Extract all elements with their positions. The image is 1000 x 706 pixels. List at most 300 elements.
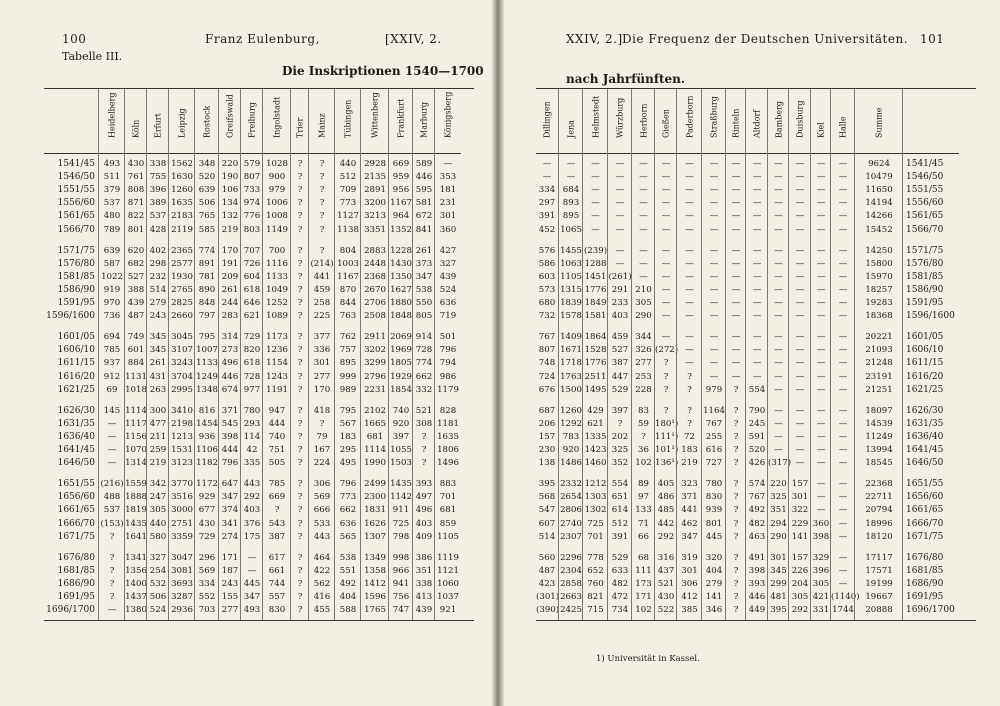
table-cell: 219 [149,458,167,469]
table-cell: 1018 [125,384,147,395]
table-cell: 300 [149,405,167,416]
table-cell: 3081 [171,565,193,576]
table-cell: — [816,298,826,308]
table-cell: 568 [538,492,556,503]
column-rostock [194,89,219,620]
table-cell: 529 [611,384,629,395]
table-cell: 652 [587,565,604,576]
table-cell: 859 [439,518,457,529]
table-cell: 1116 [266,258,288,269]
table-cell: 748 [538,358,556,369]
table-cell: 790 [748,405,766,416]
table-cell: 921 [439,605,457,616]
table-cell: — [639,198,648,209]
table-cell: 639 [198,185,216,196]
table-cell: ? [297,552,303,563]
table-cell: — [709,185,719,196]
table-cell: — [816,345,826,356]
table-cell: 3704 [171,371,193,382]
table-cell: 1356 [125,565,147,576]
column-header-label: Dillingen [542,101,552,138]
table-cell: 674 [221,384,239,395]
table-cell: 547 [538,505,556,516]
table-cell: 2670 [364,284,386,295]
year-label: 1646/50 [57,458,95,469]
table-cell: 617 [268,552,286,563]
column-header [726,89,746,154]
table-cell: 756 [392,592,410,602]
table-cell: 413 [415,592,433,602]
table-cell: 700 [268,245,286,256]
table-cell: 725 [392,518,410,529]
table-cell: 2231 [364,384,386,395]
table-cell: — [816,358,826,369]
table-cell: 554 [748,384,766,395]
table-cell: 672 [415,211,433,222]
table-cell: 431 [149,371,167,382]
table-cell: 308 [415,418,433,429]
table-cell: 2883 [364,245,386,256]
table-cell: 543 [268,518,286,529]
table-cell: — [615,245,625,256]
table-cell: — [816,211,826,222]
footnote: 1) Universität in Kassel. [596,654,700,664]
table-cell: 299 [770,578,787,589]
table-cell: — [795,211,805,222]
table-cell: 386 [415,552,433,563]
table-cell: — [795,284,805,295]
table-cell: ? [733,565,739,576]
column-header [291,89,309,154]
table-cell: 440 [149,518,167,529]
table-cell: 521 [657,578,675,589]
table-cell: ? [297,505,303,516]
table-cell: ? [297,518,303,529]
table-cell: 703 [198,605,216,616]
table-cell: 347 [243,592,261,602]
table-cell: 446 [221,371,239,382]
table-cell: 557 [268,592,286,602]
year-label: 1576/80 [906,258,944,269]
table-cell: 1641 [125,531,147,542]
running-head-left: Franz Eulenburg, [205,32,320,46]
table-cell: 1849 [584,298,607,308]
table-cell: 2706 [364,298,386,308]
table-cell: 1022 [101,271,123,282]
table-cell: 728 [243,371,261,382]
table-cell: — [685,345,694,356]
column-header [99,89,125,154]
table-cell: — [542,159,552,169]
table-cell: — [752,345,762,356]
table-cell: 939 [705,505,723,516]
table-cell: 191 [221,258,239,269]
table-cell: 532 [149,578,167,589]
column-header-label: Helmstedt [591,95,600,138]
table-cell: 725 [587,518,604,529]
table-cell: 3351 [364,224,386,235]
table-cell: 388 [127,284,145,295]
table-cell: 729 [243,332,261,343]
year-label: 1576/80 [57,258,95,269]
year-label: 1626/30 [906,405,944,416]
table-cell: ? [297,492,303,503]
table-cell: 1630 [171,172,193,183]
table-cell: 891 [198,258,216,269]
table-cell: ? [297,445,303,455]
table-cell: (214) [310,258,334,269]
table-cell: 618 [243,284,261,295]
table-cell: 173 [635,578,652,589]
year-label: 1566/70 [57,224,95,235]
year-label: 1626/30 [57,405,95,416]
table-cell: 305 [791,592,809,602]
table-cell: — [795,358,805,369]
table-cell: 59 [638,418,649,429]
column-frankfurt [388,89,413,620]
table-cell: — [752,198,762,209]
column-header [608,89,632,154]
table-cell: — [591,159,600,169]
column-header [632,89,655,154]
table-cell: ? [297,185,303,196]
table-cell: 111¹) [655,431,679,442]
table-cell: 233 [611,298,629,308]
column-königsberg [434,89,461,620]
column-header-label: Marburg [419,101,429,138]
table-cell: — [795,458,805,469]
column-header-label: Wittenberg [370,92,380,138]
table-cell: 243 [149,311,167,322]
table-cell: — [731,311,741,322]
table-cell: — [639,271,648,282]
table-cell: — [639,245,648,256]
table-cell: 580 [149,531,167,542]
table-cell: 701 [439,492,457,503]
table-cell: — [709,198,719,209]
year-label: 1591/95 [57,298,95,308]
table-cell: 1969 [390,345,412,356]
table-cell: 911 [392,505,410,516]
table-cell: 789 [103,224,121,235]
table-cell: — [709,159,719,169]
table-cell: 682 [127,258,145,269]
table-cell: — [685,284,694,295]
table-cell: 430 [127,159,145,169]
table-cell: 804 [339,245,357,256]
table-cell: 1562 [171,159,193,169]
table-cell: — [816,284,826,295]
table-cell: 999 [339,371,357,382]
table-cell: 72 [684,431,695,442]
table-cell: 871 [127,198,145,209]
table-cell: — [731,172,741,183]
table-cell: 167 [313,445,331,455]
table-cell: 1212 [584,479,607,490]
table-cell: 14250 [865,245,893,256]
table-cell: 444 [268,418,286,429]
table-cell: 305 [635,298,652,308]
table-cell: 325 [611,445,629,455]
table-cell: 1055 [390,445,412,455]
column-header [536,89,558,154]
table-cell: 569 [313,492,331,503]
table-cell: 404 [339,592,357,602]
column-header-label: Altdorf [752,109,762,138]
table-cell: ? [663,371,669,382]
table-cell: 1149 [266,224,288,235]
table-cell: 662 [415,371,433,382]
table-cell: 1142 [390,492,412,503]
table-cell: 2425 [560,605,582,616]
table-cell: 134 [221,198,239,209]
table-cell: 296 [198,552,216,563]
table-cell: ? [663,384,669,395]
year-label: 1656/60 [906,492,944,503]
table-cell: 22368 [865,479,893,490]
table-cell: 209 [221,271,239,282]
book-gutter [492,0,504,706]
table-cell: 785 [268,479,286,490]
column-header [147,89,169,154]
table-cell: 42 [246,445,258,455]
table-cell: 616 [705,445,723,455]
year-label: 1621/25 [906,384,944,395]
table-cell: 701 [587,531,604,542]
table-cell: — [709,245,719,256]
table-cell: 998 [392,552,410,563]
table-cell: 1105 [437,531,459,542]
table-cell: 890 [198,284,216,295]
left-page [0,0,492,706]
table-cell: 274 [221,531,239,542]
table-cell: 569 [198,565,216,576]
table-cell: 522 [657,605,675,616]
table-cell: — [816,505,826,516]
table-cell: 1303 [584,492,607,503]
table-cell: 351 [770,505,787,516]
table-cell: 2577 [171,258,193,269]
table-cell: 17571 [865,565,893,576]
table-cell: — [816,185,826,196]
year-label: 1581/85 [57,271,95,282]
table-cell: 495 [339,458,357,469]
column-paderborn [676,89,702,620]
table-cell: 2765 [171,284,193,295]
table-cell: — [731,258,741,269]
table-cell: 747 [392,605,410,616]
table-cell: 396 [149,185,167,196]
column-header-label: Rinteln [731,108,741,138]
table-cell: ? [733,405,739,416]
table-cell: 1060 [437,578,459,589]
table-cell: — [639,258,648,269]
table-cell: 398 [221,431,239,442]
column-header-label: Tübingen [343,99,353,138]
table-cell: 588 [339,605,357,616]
column-header [219,89,241,154]
table-cell: — [566,172,576,183]
table-cell: 576 [538,245,556,256]
column-straßburg [701,89,726,620]
table-cell: — [685,224,694,235]
table-cell: 1864 [584,332,607,343]
table-cell: 232 [149,271,167,282]
table-cell: — [816,159,826,169]
table-cell: ? [297,224,303,235]
table-cell: — [774,405,783,416]
year-label: 1661/65 [57,505,95,516]
table-cell: — [795,405,805,416]
table-cell: 1154 [266,358,288,369]
table-cell: 676 [538,384,556,395]
table-cell: — [795,224,805,235]
table-cell: 551 [339,565,357,576]
table-cell: 822 [127,211,145,222]
table-cell: 327 [439,258,457,269]
table-cell: — [752,185,762,196]
table-cell: 387 [611,358,629,369]
table-cell: 485 [657,505,675,516]
table-cell: 444 [221,445,239,455]
year-label: 1691/95 [57,592,95,602]
table-cell: 66 [638,531,649,542]
table-cell: 1179 [437,384,459,395]
column-header-label: Bamberg [774,100,783,138]
table-cell: 20888 [865,605,893,616]
table-cell: 482 [611,578,629,589]
table-cell: — [752,298,762,308]
table-cell: 145 [103,405,121,416]
table-cell: 345 [149,332,167,343]
table-cell: 301 [791,492,809,503]
table-cell: 18996 [865,518,893,529]
table-cell: 1412 [364,578,386,589]
table-cell: 206 [538,418,556,429]
table-cell: — [795,198,805,209]
table-cell: — [838,258,848,269]
table-cell: — [838,345,848,356]
table-cell: 2499 [364,479,386,490]
column-header-label: Ingolstadt [272,96,282,138]
table-cell: 243 [221,578,239,589]
table-cell: 621 [587,418,604,429]
table-cell: — [615,224,625,235]
table-cell: — [752,371,762,382]
table-cell: 830 [268,605,286,616]
table-cell: ? [687,418,692,429]
table-cell: ? [109,592,115,602]
table-cell: 1819 [125,505,147,516]
table-cell: 183 [681,445,698,455]
table-cell: — [774,284,783,295]
table-cell: 1888 [125,492,147,503]
year-label: 1541/45 [57,159,95,169]
year-label: 1546/50 [57,172,95,183]
table-cell: — [838,224,848,235]
table-cell: 9624 [868,159,890,169]
table-cell: ? [319,185,325,196]
table-cell: 397 [611,405,629,416]
page-number-left: 100 [62,32,87,46]
year-label: 1616/20 [906,371,944,382]
table-cell: ? [319,211,325,222]
table-cell: — [838,371,848,382]
table-cell: 545 [221,418,239,429]
table-cell: 446 [415,172,433,183]
year-label: 1541/45 [906,159,944,169]
table-cell: 171 [221,552,239,563]
table-cell: 21251 [865,384,893,395]
table-cell: 1114 [364,445,386,455]
table-cell: 1315 [560,284,582,295]
table-cell: 986 [439,371,457,382]
year-label: 1636/40 [906,431,944,442]
table-cell: 1765 [364,605,386,616]
table-cell: — [685,245,694,256]
table-cell: ? [297,311,303,322]
table-cell: 155 [221,592,239,602]
table-cell: 277 [313,371,331,382]
table-cell: 263 [149,384,167,395]
table-cell: 524 [149,605,167,616]
table-cell: 618 [243,358,261,369]
table-cell: — [661,258,671,269]
table-cell: 352 [611,458,629,469]
table-cell: — [838,198,848,209]
table-cell: ? [297,198,303,209]
table-cell: — [838,298,848,308]
table-cell: 455 [313,605,331,616]
table-cell: 1117 [125,418,147,429]
column-ingolstadt [262,89,291,620]
table-cell: 2119 [171,224,193,235]
table-cell: 452 [538,224,556,235]
table-cell: 2891 [364,185,386,196]
table-cell: 335 [243,458,261,469]
table-cell: 480 [103,211,121,222]
table-cell: — [731,224,741,235]
table-cell: — [107,431,117,442]
column-header-label: Mainz [317,113,327,138]
table-cell: — [639,172,648,183]
table-cell: 639 [103,245,121,256]
table-cell: 2751 [171,518,193,529]
column-header-label: Leipzig [177,108,187,138]
table-cell: 1156 [125,431,147,442]
table-cell: 1127 [337,211,359,222]
table-cell: 292 [657,531,675,542]
table-cell: 1496 [437,458,459,469]
table-cell: 560 [538,552,556,563]
table-cell: 459 [611,332,629,343]
year-label: 1641/45 [906,445,944,455]
year-label: 1661/65 [906,505,944,516]
table-cell: 2300 [364,492,386,503]
table-cell: 1063 [560,258,582,269]
table-cell: 190 [221,172,239,183]
table-cell: 1627 [390,284,412,295]
table-cell: 344 [635,332,652,343]
table-cell: 2806 [560,505,582,516]
table-cell: 15970 [865,271,893,282]
year-label: 1551/55 [906,185,944,196]
column-header [811,89,831,154]
column-header [413,89,435,154]
table-cell: 204 [791,578,809,589]
table-cell: ? [319,198,325,209]
table-cell: 36 [638,445,649,455]
